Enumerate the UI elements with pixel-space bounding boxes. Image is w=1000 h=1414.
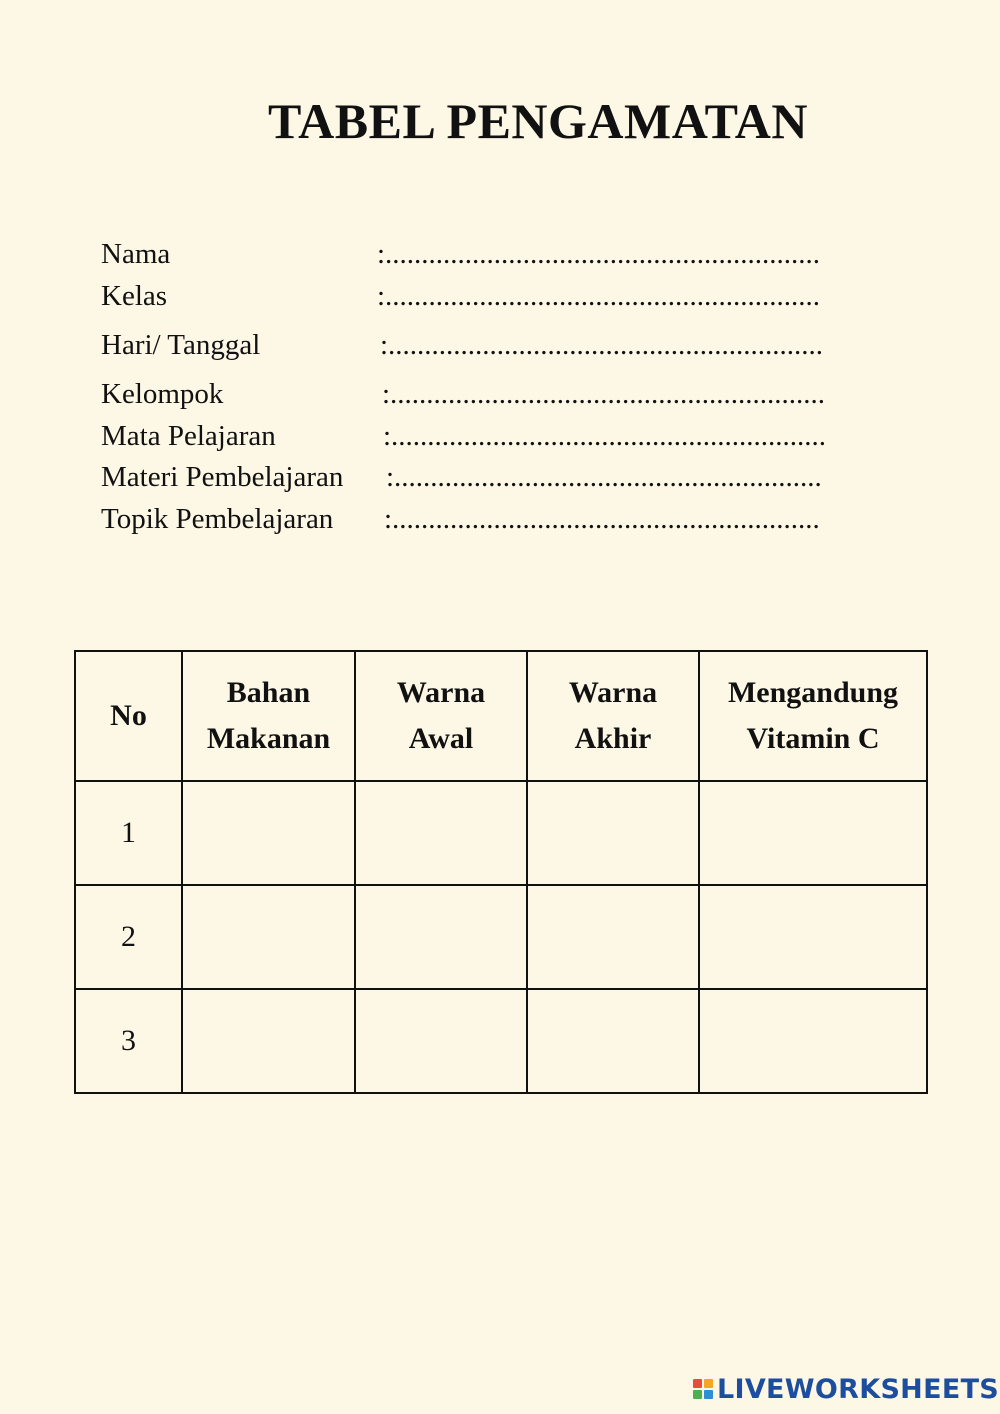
field-label: Kelas xyxy=(101,280,168,312)
header-line: Warna xyxy=(568,676,658,709)
cell-no: 3 xyxy=(75,989,182,1093)
header-line: Vitamin C xyxy=(746,722,880,755)
header-line: No xyxy=(110,699,147,732)
logo-square xyxy=(704,1390,713,1399)
page-title: TABEL PENGAMATAN xyxy=(268,93,808,149)
cell-bahan-makanan[interactable] xyxy=(182,989,355,1093)
observation-table xyxy=(74,650,928,1094)
header-mengandung-vitamin-c xyxy=(699,651,927,781)
cell-mengandung-vitamin-c[interactable] xyxy=(699,885,927,989)
field-blank[interactable]: :............................................................ xyxy=(382,378,826,410)
field-blank[interactable]: :............................................................ xyxy=(383,420,827,452)
table-header-row xyxy=(75,651,927,781)
field-label: Topik Pembelajaran xyxy=(101,503,334,535)
cell-warna-awal[interactable] xyxy=(355,781,527,885)
logo-text: LIVEWORKSHEETS xyxy=(717,1373,1000,1405)
cell-mengandung-vitamin-c[interactable] xyxy=(699,989,927,1093)
field-label: Kelompok xyxy=(101,378,224,410)
header-warna-akhir xyxy=(527,651,699,781)
cell-bahan-makanan[interactable] xyxy=(182,781,355,885)
header-line: Warna xyxy=(396,676,486,709)
cell-no: 2 xyxy=(75,885,182,989)
header-warna-awal xyxy=(355,651,527,781)
logo-square xyxy=(693,1390,702,1399)
header-bahan-makanan xyxy=(182,651,355,781)
liveworksheets-logo xyxy=(693,1374,999,1404)
field-blank[interactable]: :........................................................... xyxy=(384,503,820,535)
cell-warna-akhir[interactable] xyxy=(527,781,699,885)
field-blank[interactable]: :............................................................ xyxy=(377,280,821,312)
header-line: Akhir xyxy=(574,722,652,755)
cell-warna-akhir[interactable] xyxy=(527,989,699,1093)
cell-warna-awal[interactable] xyxy=(355,885,527,989)
header-line: Awal xyxy=(408,722,474,755)
cell-bahan-makanan[interactable] xyxy=(182,885,355,989)
liveworksheets-logo-icon xyxy=(693,1379,713,1399)
cell-no: 1 xyxy=(75,781,182,885)
cell-warna-akhir[interactable] xyxy=(527,885,699,989)
logo-square xyxy=(704,1379,713,1388)
field-blank[interactable]: :............................................................ xyxy=(380,329,824,361)
table-row xyxy=(75,885,927,989)
header-no xyxy=(75,651,182,781)
field-label: Hari/ Tanggal xyxy=(101,329,261,361)
field-label: Nama xyxy=(101,238,171,270)
cell-mengandung-vitamin-c[interactable] xyxy=(699,781,927,885)
cell-warna-awal[interactable] xyxy=(355,989,527,1093)
table-row xyxy=(75,781,927,885)
field-label: Mata Pelajaran xyxy=(101,420,276,452)
field-blank[interactable]: :............................................................ xyxy=(377,238,821,270)
table-row xyxy=(75,989,927,1093)
header-line: Makanan xyxy=(206,722,331,755)
logo-square xyxy=(693,1379,702,1388)
field-label: Materi Pembelajaran xyxy=(101,461,344,493)
header-line: Mengandung xyxy=(727,676,899,709)
field-blank[interactable]: :........................................................... xyxy=(386,461,822,493)
header-line: Bahan xyxy=(226,676,311,709)
